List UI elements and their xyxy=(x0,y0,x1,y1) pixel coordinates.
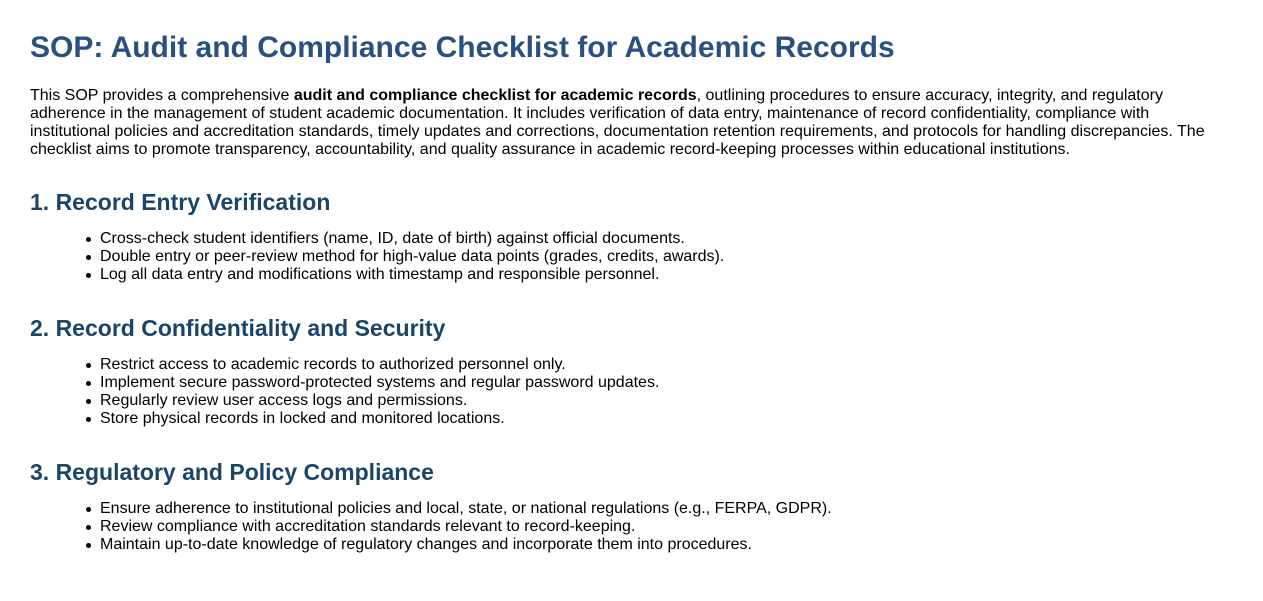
intro-text-bold: audit and compliance checklist for academic records xyxy=(293,87,697,104)
list-item xyxy=(100,248,1233,266)
list-item xyxy=(100,410,1233,428)
list-item xyxy=(100,500,1233,518)
bullet-icon xyxy=(86,381,91,386)
list-item-text: Store physical records in locked and monitored locations. xyxy=(100,410,505,427)
list-item-text: Maintain up-to-date knowledge of regulatory changes and incorporate them into procedures. xyxy=(100,536,752,553)
list-item-text: Restrict access to academic records to authorized personnel only. xyxy=(100,356,566,373)
section-heading: 3. Regulatory and Policy Compliance xyxy=(30,459,434,485)
intro-paragraph xyxy=(30,87,1233,159)
intro-text-start: This SOP provides a comprehensive xyxy=(30,87,294,104)
list-item xyxy=(100,392,1233,410)
section-heading: 1. Record Entry Verification xyxy=(30,189,331,215)
section-record-confidentiality-security xyxy=(30,313,1233,428)
list-item-text: Review compliance with accreditation standards relevant to record-keeping. xyxy=(100,518,636,535)
list-item-text: Double entry or peer-review method for high-value data points (grades, credits, awards). xyxy=(100,248,725,265)
section-regulatory-policy-compliance xyxy=(30,457,1233,554)
list-item-text: Cross-check student identifiers (name, ID, date of birth) against official documents. xyxy=(100,230,685,247)
list-item xyxy=(100,266,1233,284)
checklist xyxy=(30,230,1233,284)
bullet-icon xyxy=(86,363,91,368)
list-item xyxy=(100,356,1233,374)
list-item-text: Log all data entry and modifications with timestamp and responsible personnel. xyxy=(100,266,660,283)
list-item-text: Regularly review user access logs and permissions. xyxy=(100,392,468,409)
bullet-icon xyxy=(86,507,91,512)
bullet-icon xyxy=(86,525,91,530)
checklist xyxy=(30,356,1233,428)
list-item xyxy=(100,518,1233,536)
checklist xyxy=(30,500,1233,554)
section-record-entry-verification xyxy=(30,187,1233,284)
intro-text-end: , outlining procedures to ensure accuracy, integrity, and regulatory adherence in the management of student academic documentation. It includes verification of data entry, maintenance of record confidentiality, compliance with institutional policies and accreditation standards, timely updates and corrections, documentation retention requirements, and protocols for handling discrepancies. The checklist aims to promote transparency, accountability, and quality assurance in academic record-keeping processes within educational institutions. xyxy=(30,87,1205,158)
section-heading: 2. Record Confidentiality and Security xyxy=(30,315,446,341)
list-item-text: Implement secure password-protected systems and regular password updates. xyxy=(100,374,660,391)
bullet-icon xyxy=(86,417,91,422)
list-item xyxy=(100,536,1233,554)
list-item-text: Ensure adherence to institutional policies and local, state, or national regulations (e.g., FERPA, GDPR). xyxy=(100,500,832,517)
list-item xyxy=(100,374,1233,392)
bullet-icon xyxy=(86,543,91,548)
bullet-icon xyxy=(86,273,91,278)
bullet-icon xyxy=(86,255,91,260)
page-title: SOP: Audit and Compliance Checklist for Academic Records xyxy=(30,31,895,64)
bullet-icon xyxy=(86,399,91,404)
list-item xyxy=(100,230,1233,248)
bullet-icon xyxy=(86,237,91,242)
